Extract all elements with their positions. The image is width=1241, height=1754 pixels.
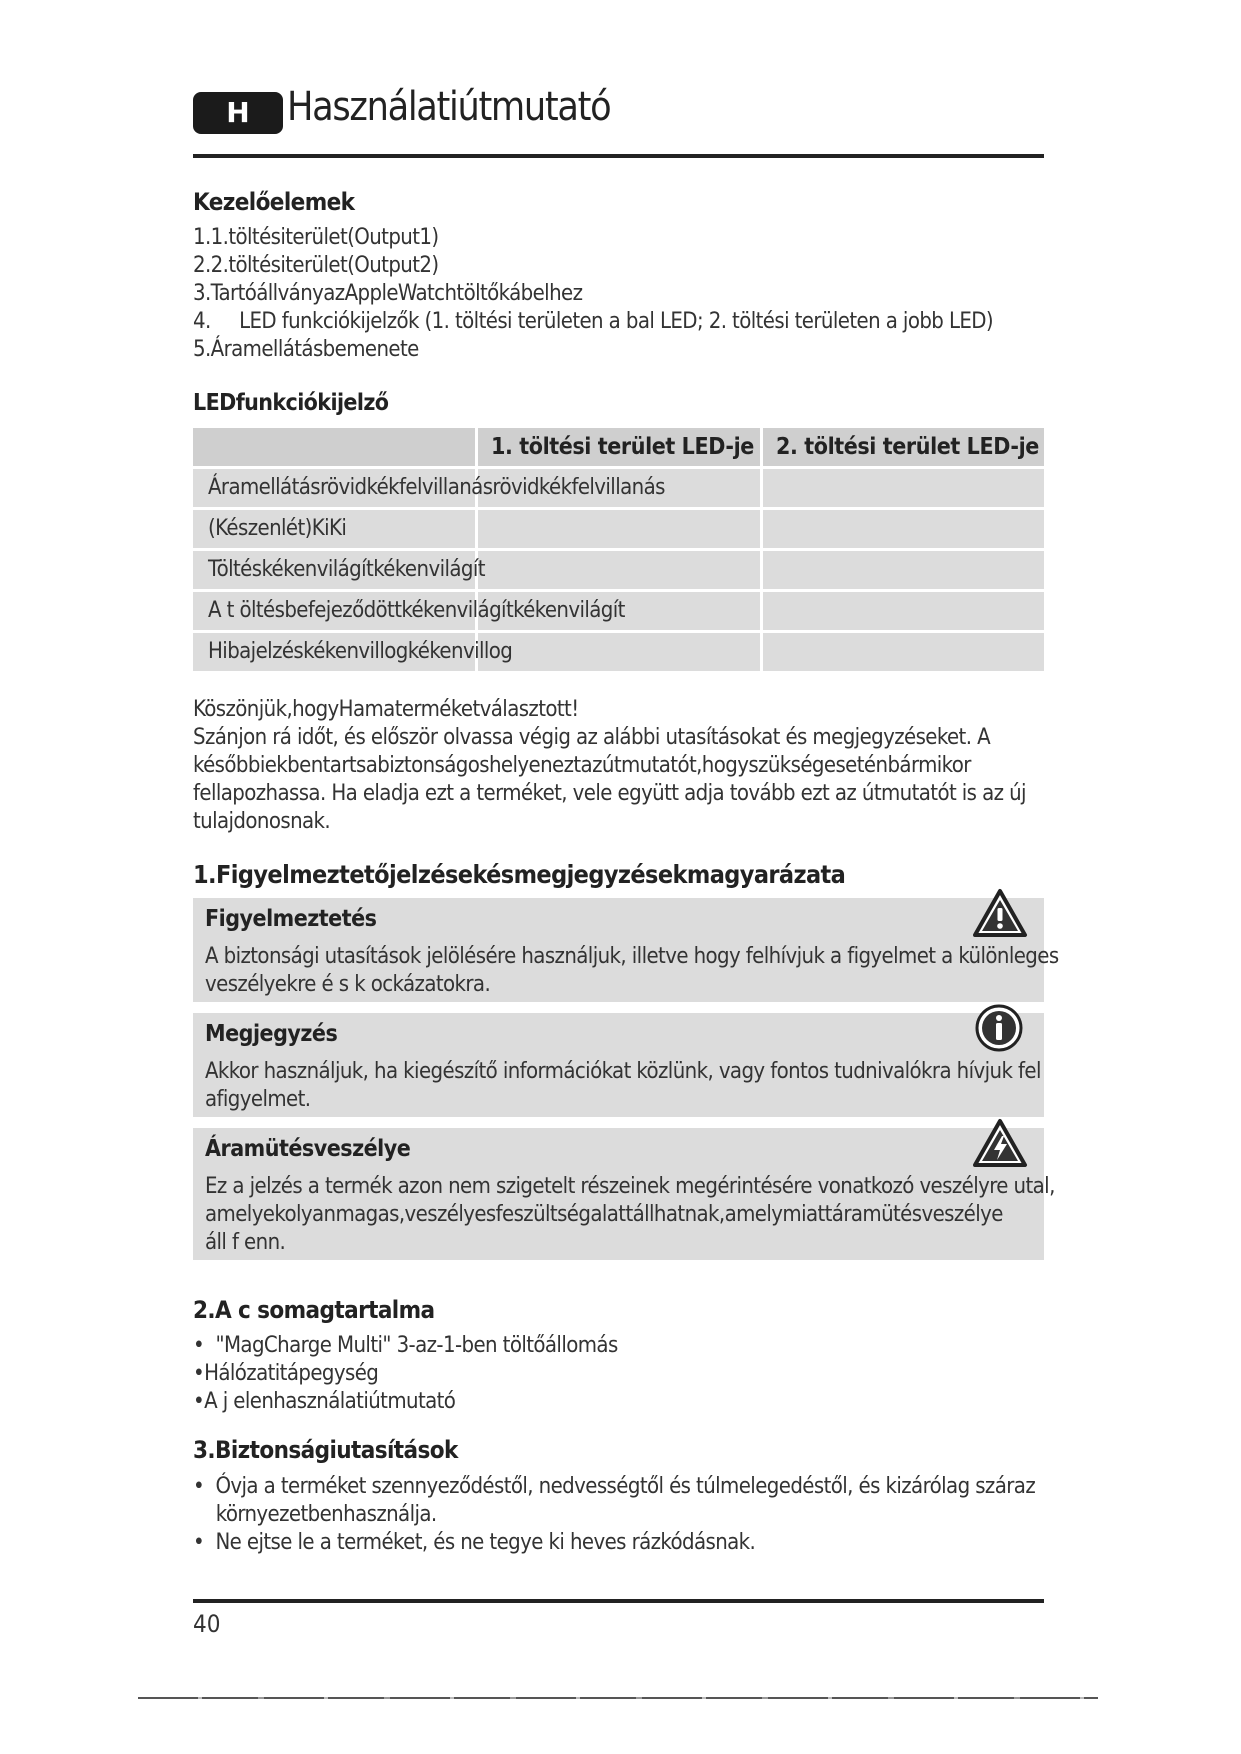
shock-box bbox=[193, 1128, 1055, 1260]
led-heading: LEDfunkciókijelző bbox=[193, 390, 389, 416]
package-item: •A j elenhasználatiútmutató bbox=[193, 1389, 456, 1414]
note-box bbox=[193, 1013, 1044, 1117]
package-item: • "MagCharge Multi" 3-az-1-ben töltőállomás bbox=[193, 1333, 618, 1358]
control-item: 5.Áramellátásbemenete bbox=[193, 337, 419, 362]
table-cell: Töltéskékenvilágítkékenvilágít bbox=[208, 557, 485, 582]
note-text: afigyelmet. bbox=[205, 1087, 311, 1112]
control-item: 4. LED funkciókijelzők (1. töltési területen a bal LED; 2. töltési területen a jobb LED) bbox=[193, 309, 994, 334]
intro-line: tulajdonosnak. bbox=[193, 809, 331, 834]
shock-text: Ez a jelzés a termék azon nem szigetelt részeinek megérintésére vonatkozó veszélyre utal, bbox=[205, 1174, 1055, 1199]
package-item: •Hálózatitápegység bbox=[193, 1361, 379, 1386]
intro-line: Szánjon rá időt, és először olvassa végig az alábbi utasításokat és megjegyzéseket. A bbox=[193, 725, 991, 750]
shock-text: amelyekolyanmagas,veszélyesfeszültségalattállhatnak,amelymiattáramütésveszélye bbox=[205, 1202, 1003, 1227]
electric-shock-icon bbox=[972, 1118, 1028, 1168]
column-header-area1: 1. töltési terület LED-je bbox=[491, 434, 754, 460]
page-number: 40 bbox=[193, 1610, 221, 1638]
warning-text: A biztonsági utasítások jelölésére használjuk, illetve hogy felhívjuk a figyelmet a különleges bbox=[205, 944, 1059, 969]
intro-line: Köszönjük,hogyHamaterméketválasztott! bbox=[193, 697, 579, 722]
warning-triangle-icon bbox=[972, 888, 1028, 938]
warning-text: veszélyekre é s k ockázatokra. bbox=[205, 972, 491, 997]
intro-line: fellapozhassa. Ha eladja ezt a terméket, vele együtt adja tovább ezt az útmutatót is az új bbox=[193, 781, 1026, 806]
note-title: Megjegyzés bbox=[205, 1021, 338, 1047]
header-rule bbox=[193, 154, 1044, 158]
table-cell: (Készenlét)KiKi bbox=[208, 516, 347, 541]
section1-heading: 1.Figyelmeztetőjelzésekésmegjegyzésekmagyarázata bbox=[193, 860, 846, 889]
scan-edge-line bbox=[138, 1697, 1098, 1699]
safety-item: • Óvja a terméket szennyeződéstől, nedvességtől és túlmelegedéstől, és kizárólag száraz bbox=[193, 1474, 1036, 1499]
intro-line: későbbiekbentartsabiztonságoshelyeneztazútmutatót,hogyszükségeseténbármikor bbox=[193, 753, 971, 778]
page-header bbox=[193, 84, 1044, 160]
page-title: Használatiútmutató bbox=[287, 84, 611, 130]
warning-box bbox=[193, 898, 1059, 1002]
control-item: 3.TartóállványazAppleWatchtöltőkábelhez bbox=[193, 281, 583, 306]
column-header-area2: 2. töltési terület LED-je bbox=[776, 434, 1039, 460]
shock-title: Áramütésveszélye bbox=[205, 1136, 411, 1162]
note-text: Akkor használjuk, ha kiegészítő információkat közlünk, vagy fontos tudnivalókra hívjuk fel bbox=[205, 1059, 1041, 1084]
safety-item: környezetbenhasználja. bbox=[193, 1502, 437, 1527]
table-cell: Áramellátásrövidkékfelvillanásrövidkékfelvillanás bbox=[208, 475, 665, 500]
table-row bbox=[193, 510, 1044, 548]
section3-heading: 3.Biztonságiutasítások bbox=[193, 1436, 458, 1464]
language-badge: H bbox=[193, 92, 283, 134]
info-icon bbox=[974, 1003, 1024, 1053]
footer-rule bbox=[193, 1599, 1044, 1603]
table-cell: A t öltésbefejeződöttkékenvilágítkékenvilágít bbox=[208, 598, 625, 623]
table-cell: Hibajelzéskékenvillogkékenvillog bbox=[208, 639, 513, 664]
safety-item: • Ne ejtse le a terméket, és ne tegye ki heves rázkódásnak. bbox=[193, 1530, 756, 1555]
control-item: 1.1.töltésiterület(Output1) bbox=[193, 225, 439, 250]
warning-title: Figyelmeztetés bbox=[205, 906, 377, 932]
table-row bbox=[193, 469, 1044, 507]
table-row bbox=[193, 551, 1044, 589]
shock-text: áll f enn. bbox=[205, 1230, 286, 1255]
table-row bbox=[193, 633, 1044, 671]
controls-heading: Kezelőelemek bbox=[193, 188, 355, 216]
control-item: 2.2.töltésiterület(Output2) bbox=[193, 253, 439, 278]
section2-heading: 2.A c somagtartalma bbox=[193, 1296, 435, 1324]
table-header-row bbox=[193, 428, 1044, 466]
table-row bbox=[193, 592, 1044, 630]
